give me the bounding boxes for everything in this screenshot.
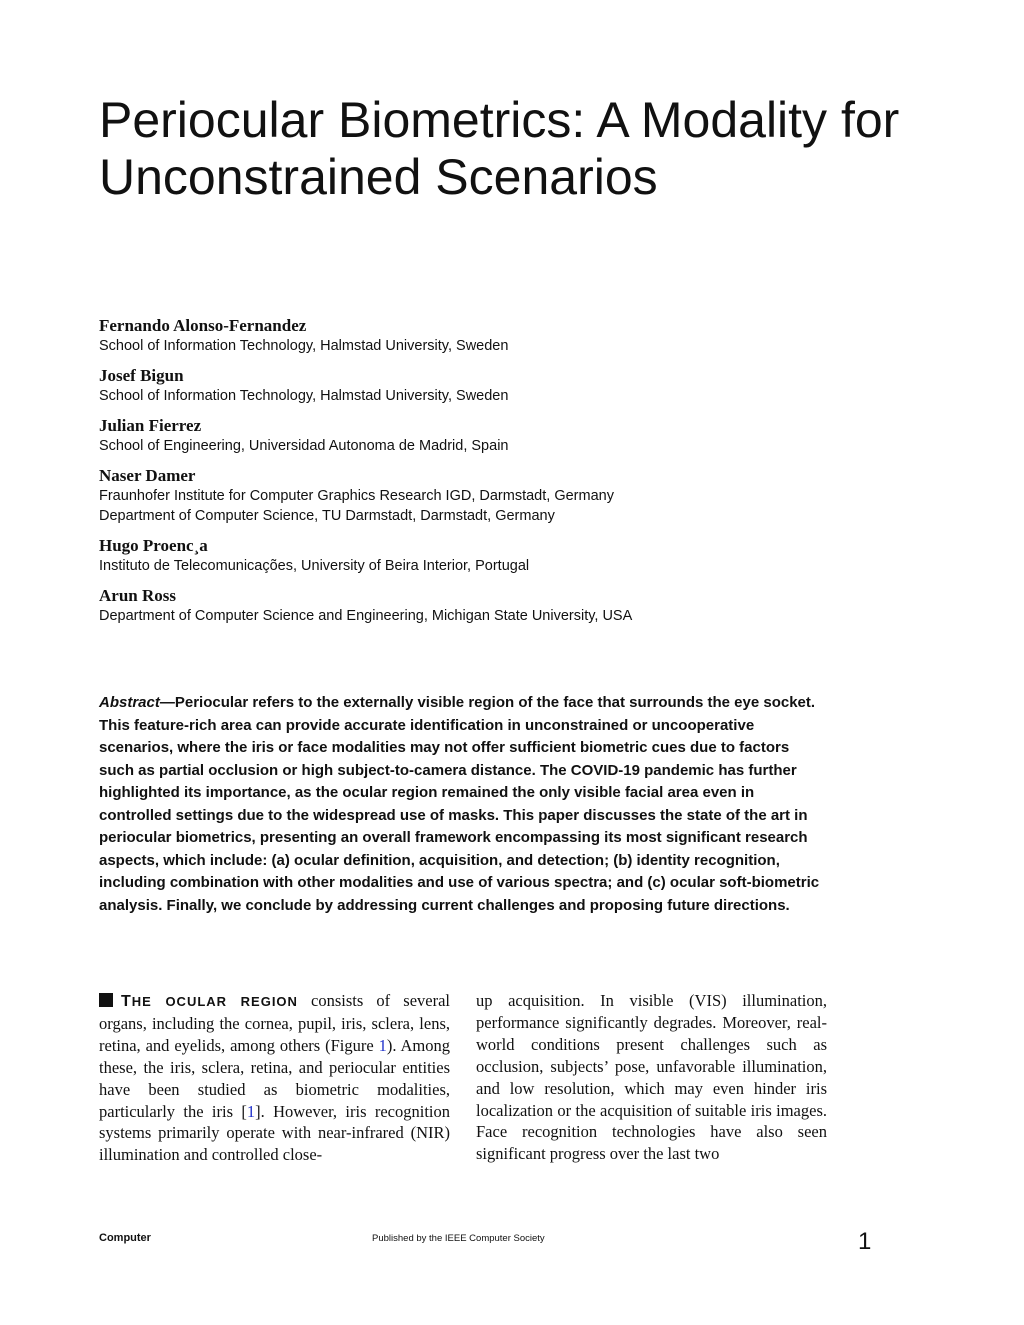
author-block bbox=[99, 536, 919, 576]
author-affiliation: School of Information Technology, Halmstad University, Sweden bbox=[99, 338, 509, 354]
body-text: ). Among these, the iris, sclera, retina, and periocular entities have been studied as biometric modalities, particularly the iris [ bbox=[99, 1035, 450, 1121]
body-column-left bbox=[99, 990, 450, 1166]
author-affiliation: Department of Computer Science, TU Darmstadt, Darmstadt, Germany bbox=[99, 508, 555, 524]
author-affiliation: School of Information Technology, Halmstad University, Sweden bbox=[99, 388, 509, 404]
abstract-text: —Periocular refers to the externally visible region of the face that surrounds the eye socket. This feature-rich area can provide accurate identification in unconstrained or uncooperative scenarios, where the iris or face modalities may not offer sufficient biometric cues due to factors such as partial occlusion or high subject-to-camera distance. The COVID-19 pandemic has further highlighted its importance, as the ocular region remained the only visible facial area even in controlled settings due to the widespread use of masks. This paper discusses the state of the art in periocular biometrics, presenting an overall framework encompassing its most significant research aspects, which include: (a) ocular definition, acquisition, and detection; (b) identity recognition, including combination with other modalities and use of various spectra; and (c) ocular soft-biometric analysis. Finally, we conclude by addressing current challenges and proposing future directions. bbox=[99, 694, 820, 914]
author-block bbox=[99, 316, 919, 356]
author-name: Naser Damer bbox=[99, 466, 196, 485]
page-number: 1 bbox=[858, 1228, 872, 1255]
author-affiliation: School of Engineering, Universidad Autonoma de Madrid, Spain bbox=[99, 438, 509, 454]
lead-in-cap: T bbox=[121, 993, 132, 1010]
author-name: Julian Fierrez bbox=[99, 416, 202, 435]
author-affiliation: Instituto de Telecomunicações, University of Beira Interior, Portugal bbox=[99, 558, 530, 574]
paper-title: Periocular Biometrics: A Modality for Unconstrained Scenarios bbox=[99, 92, 900, 205]
author-block bbox=[99, 466, 919, 526]
body-column-right bbox=[476, 990, 827, 1165]
body-text: up acquisition. In visible (VIS) illumination, performance significantly degrades. Moreover, real-world conditions present challenges such as occlusion, subjects’ pose, unfavorable illumination, and low resolution, which may even hinder iris localization or the acquisition of suitable iris images. Face recognition technologies have also seen significant progress over the last two bbox=[476, 991, 827, 1164]
abstract bbox=[99, 692, 827, 917]
author-affiliation: Fraunhofer Institute for Computer Graphics Research IGD, Darmstadt, Germany bbox=[99, 488, 614, 504]
author-name: Fernando Alonso-Fernandez bbox=[99, 316, 307, 335]
author-block bbox=[99, 366, 919, 406]
abstract-label: Abstract bbox=[99, 694, 160, 711]
author-name: Arun Ross bbox=[99, 586, 176, 605]
author-block bbox=[99, 586, 919, 626]
body-text: consists of several organs, including the cornea, pupil, iris, sclera, lens, retina, and eyelids, among others (Figure bbox=[99, 991, 450, 1055]
body-text: ]. However, iris recognition systems primarily operate with near-infrared (NIR) illumination and controlled close- bbox=[99, 1101, 450, 1165]
lead-in bbox=[121, 994, 298, 1009]
author-name: Hugo Proenc¸a bbox=[99, 536, 208, 555]
author-name: Josef Bigun bbox=[99, 366, 184, 385]
lead-in-rest: HE OCULAR REGION bbox=[131, 994, 298, 1009]
author-list bbox=[99, 316, 919, 636]
footer-journal: Computer bbox=[99, 1232, 151, 1244]
footer-publisher: Published by the IEEE Computer Society bbox=[372, 1233, 545, 1244]
author-affiliation: Department of Computer Science and Engineering, Michigan State University, USA bbox=[99, 608, 633, 624]
author-block bbox=[99, 416, 919, 456]
citation-link[interactable]: 1 bbox=[246, 1101, 256, 1121]
section-marker-icon bbox=[99, 993, 113, 1007]
figure-reference-link[interactable]: 1 bbox=[378, 1035, 387, 1055]
